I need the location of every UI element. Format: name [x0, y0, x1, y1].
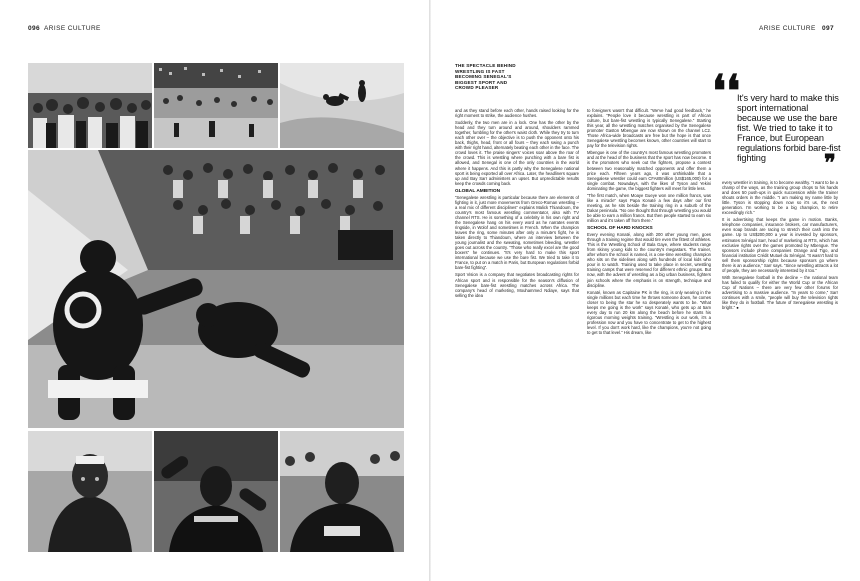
body-paragraph: every wrestler in training, is to become wealthy. “I want to be a champ of the ways, as the training group chops to his hands and does 50 push-ups in quick succession while the trainer shouts orders in the middle. “I am making my name little by little. Tyson is stopping down now so it's us, the next generation. I'm working to be a big champion, to retire exceedingly rich.” [722, 180, 838, 216]
body-paragraph: With Senegalese football in the decline – the national team has failed to qualify for either the World Cup or the African Cup of Nations – there are very few other forums for advertising to a massive audience. “In years to come,” Sarr continues with a smile, “people will buy the television rights like they do in football. The future of Senegalese wrestling is bright.” ● [722, 274, 838, 311]
page-gutter [429, 0, 431, 581]
body-paragraph: to foreigners wasn't that difficult. “We've had good feedback,” he explains. “People love it because wrestling is part of African culture, but bare-fist wrestling is typically Senegalese.” Starting this year, all the wrestling matches organised by the Senegalese promoter Gaston Mbengue are now shown on the channel LC2. Those Africa-wide broadcasts are free but the hope is that once Senegalese wrestling becomes known, other countries will start to pay for the television rights. [587, 108, 711, 149]
body-paragraph: Sport Vision is a company that negotiates broadcasting rights for African sport and is responsible for the season's diffusion of Senegalese bare-fist wrestling matches across Africa. The company's head of marketing, Mouhammed Ndiaye, says that selling the idea [455, 272, 579, 298]
body-column-1 [455, 108, 579, 553]
close-quote-icon: ❞ [824, 150, 836, 176]
body-paragraph: “The first match, when Moaye Gueye won one million francs, was like a miracle” says Papa Konaté a few days after our first meeting, as he sits beside the training ring in a suburb of the Dakar peninsula. “No one thought that through wrestling you would be able to earn a million francs. But then people started to earn six million and it's taken off from there.” [587, 192, 711, 223]
body-paragraph: Every evening Konaté, along with 200 other young men, goes through a training regime that would tire even the fittest of athletes. This is the Wrestling School of Bala Gaye, where students range from skinny young kids to the country's megastars. The trainer, after whom the school is named, is a one-time wrestling champion who sits on the sidelines along with hundreds of local kids who pour in to watch. Training used to take place in secret, wrestling training camps that were reserved for different ethnic groups. But now, with the advent of wrestling as a big urban business, fighters join schools where the emphasis is on strength, technique and discipline. [587, 232, 711, 288]
open-quote-icon: ❛❛ [712, 66, 741, 117]
photo-crowd-stands [28, 63, 152, 148]
body-paragraph: “Senegalese wrestling is particular because there are elements of fighting in it, just more movements from Greco-Roman wrestling – a real mix of different disciplines” explains Malick Thiandoum, the country's most famous wrestling commentator, also with TV channel RTS. He is something of a celebrity in his own right and the Senegalese hang on his every word as he narrates events ringside, in Wolof and sometimes in French. When the champion leaves the ring, some minutes after only a minute's fight, he is taken directly to Thiandoum, where an interview between the young journalist and the sweating, sometimes bleeding, wrestler goes out across the country. “Those who really excel are the good boxers” he continues. “It's very hard to make this sport international because we use the bare fist. We tried to take it to France, to put on a match in Paris, but European regulations forbid bare-fist fighting”. [455, 194, 579, 271]
photo-arena-aerial [154, 63, 278, 148]
folio-left [28, 25, 101, 32]
photo-fighter-arms-raised [154, 431, 278, 552]
body-paragraph: Mbengue is one of the country's most famous wrestling promoters and at the head of the business that the sport has now become. It is the promoters who seek out the fighters, propose a contest between two reasonably matched opponents and offer them a price each. Fifteen years ago, it was unthinkable that a Senegalese wrestler could earn CFA80million (US$165,000) for a single combat. Nowadays, with the likes of Tyson and Yekini dominating the game, the biggest fighters will meet for little less. [587, 150, 711, 191]
photo-wrestler-portrait [28, 431, 152, 552]
body-paragraph: Konaté, known as Capitaine PK in the ring, is only wearing in the single millions but each time he throws someone down, he comes closer to being the star he so desperately wants to be. “What keeps me going is the work” says Konaté, who gets up at 5am every day to run 20 km along the beach before he starts his rigorous morning weights training. “Wrestling is our work, it's a profession now and you have to concentrate to get to the highest level. If you don't work hard, like the champions, you're not going to get to that level.” His dream, like [587, 289, 711, 335]
photo-wrestler-closeup [280, 431, 404, 552]
photo-caption: THE SPECTACLE BEHIND WRESTLING IS FAST BECOMING SENEGAL'S BIGGEST SPORT AND CROWD PLEASER [455, 63, 516, 91]
page-number-right: 097 [821, 25, 834, 32]
body-column-2 [587, 108, 711, 553]
photo-wrestlers-sand [280, 63, 404, 148]
section-label-left: ARISE CULTURE [44, 25, 101, 32]
photo-wrestling-match-main [28, 150, 404, 428]
body-paragraph: It is advertising that keeps the game in motion. Banks, telephone companies, insurance brokers, car manufacturers, even soap brands are racing to stretch their cash into the game. Up to US$200,000 a year is invested by sponsors, estimates Sénégal Sarr, head of marketing at RTS, which has exclusive rights over the games promoted by Mbengue. The sponsors include phone companies Orange and Tigo, and financial institution Crédit Mutuel du Sénégal. “It wasn't hard to sell them sponsorship rights because sponsors go where there is an audience,” Sarr says. “Since wrestling attracts a lot of people, they are necessarily interested by it too.” [722, 217, 838, 273]
page-number-left: 096 [28, 25, 41, 32]
section-label-right: ARISE CULTURE [759, 25, 816, 32]
section-heading: GLOBAL AMBITION [455, 188, 501, 194]
folio-right [759, 25, 834, 32]
body-column-3 [722, 180, 838, 450]
pull-quote: It's very hard to make this sport international because we use the bare fist. We tried to take it to France, but European regulations forbid bare-fist fighting [737, 93, 841, 163]
body-paragraph: and as they stand before each other, hands raised looking for the right moment to strike, the audience hushes. [455, 108, 579, 119]
body-paragraph: Suddenly, the two men are in a lock. One has the other by the head and they turn around and around, shoulders rammed together, fumbling for the other's waist cloth. While they try to turn each other over – the objective is to push the opponent onto his back, thighs, head, front or all fours – they each swing a punch with their right hand, alternately beating each other in the face. The crowd loves it. The praise singers' voices soar above the roar of the crowd. This is wrestling where punching with a bare fist is allowed, and Senegal is one of the only countries in the world where it happens. And this is partly why the Senegalese national sport is being exported all over Africa. Later, the headliners square up and Bay Sarr administers an upset. But unpredictable results keep the crowds coming back. [455, 120, 579, 186]
section-heading: SCHOOL OF HARD KNOCKS [587, 226, 653, 232]
